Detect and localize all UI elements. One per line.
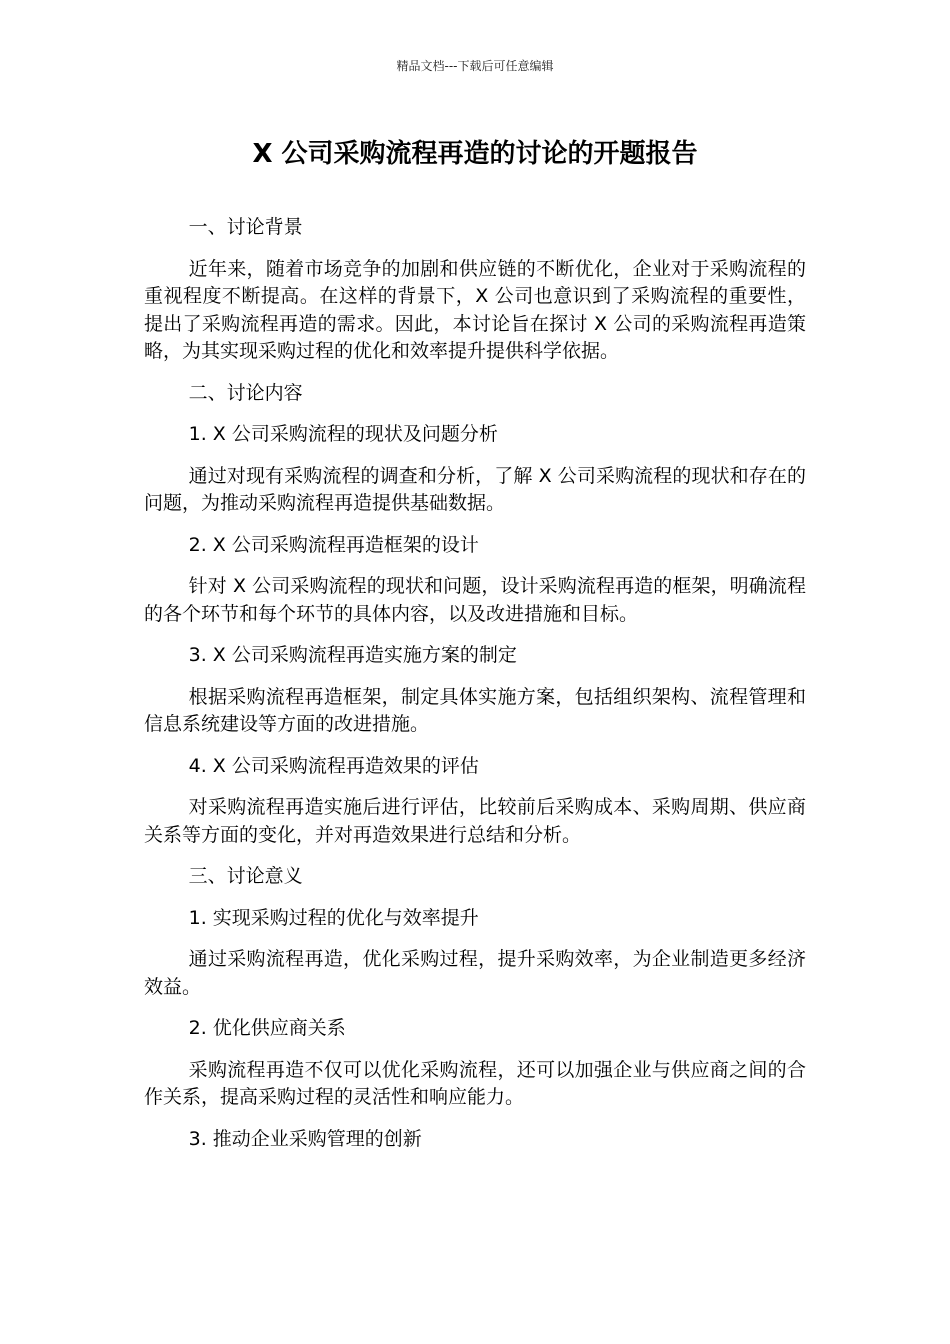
significance-subheading-2: 2. 优化供应商关系 xyxy=(188,1017,346,1039)
section-heading-background: 一、讨论背景 xyxy=(188,216,303,238)
significance-paragraph-1: 通过采购流程再造，优化采购过程，提升采购效率，为企业制造更多经济效益。 xyxy=(144,948,806,998)
significance-subheading-3: 3. 推动企业采购管理的创新 xyxy=(188,1127,422,1150)
header-note: 精品文档---下载后可任意编辑 xyxy=(396,59,554,73)
subheading-2: 2. X 公司采购流程再造框架的设计 xyxy=(188,533,479,556)
paragraph-1: 通过对现有采购流程的调查和分析，了解 X 公司采购流程的现状和存在的问题，为推动采购流程再造提供基础数据。 xyxy=(144,464,806,514)
document-title: X 公司采购流程再造的讨论的开题报告 xyxy=(252,139,698,169)
paragraph-background: 近年来，随着市场竞争的加剧和供应链的不断优化，企业对于采购流程的重视程度不断提高。在这样的背景下，X 公司也意识到了采购流程的重要性，提出了采购流程再造的需求。因此，本讨论旨在探讨 X 公司的采购流程再造策略，为其实现采购过程的优化和效率提升提供科学依据。 xyxy=(144,257,806,362)
paragraph-4: 对采购流程再造实施后进行评估，比较前后采购成本、采购周期、供应商关系等方面的变化，并对再造效果进行总结和分析。 xyxy=(144,796,806,846)
subheading-1: 1. X 公司采购流程的现状及问题分析 xyxy=(188,423,498,445)
section-heading-content: 二、讨论内容 xyxy=(188,381,303,404)
significance-paragraph-2: 采购流程再造不仅可以优化采购流程，还可以加强企业与供应商之间的合作关系，提高采购过程的灵活性和响应能力。 xyxy=(144,1058,806,1108)
significance-subheading-1: 1. 实现采购过程的优化与效率提升 xyxy=(188,906,479,929)
section-heading-significance: 三、讨论意义 xyxy=(188,865,303,887)
subheading-3: 3. X 公司采购流程再造实施方案的制定 xyxy=(188,644,517,666)
document-body xyxy=(144,214,806,1167)
paragraph-2: 针对 X 公司采购流程的现状和问题，设计采购流程再造的框架，明确流程的各个环节和每个环节的具体内容，以及改进措施和目标。 xyxy=(144,575,806,625)
paragraph-3: 根据采购流程再造框架，制定具体实施方案，包括组织架构、流程管理和信息系统建设等方面的改进措施。 xyxy=(144,685,806,735)
subheading-4: 4. X 公司采购流程再造效果的评估 xyxy=(188,754,479,777)
